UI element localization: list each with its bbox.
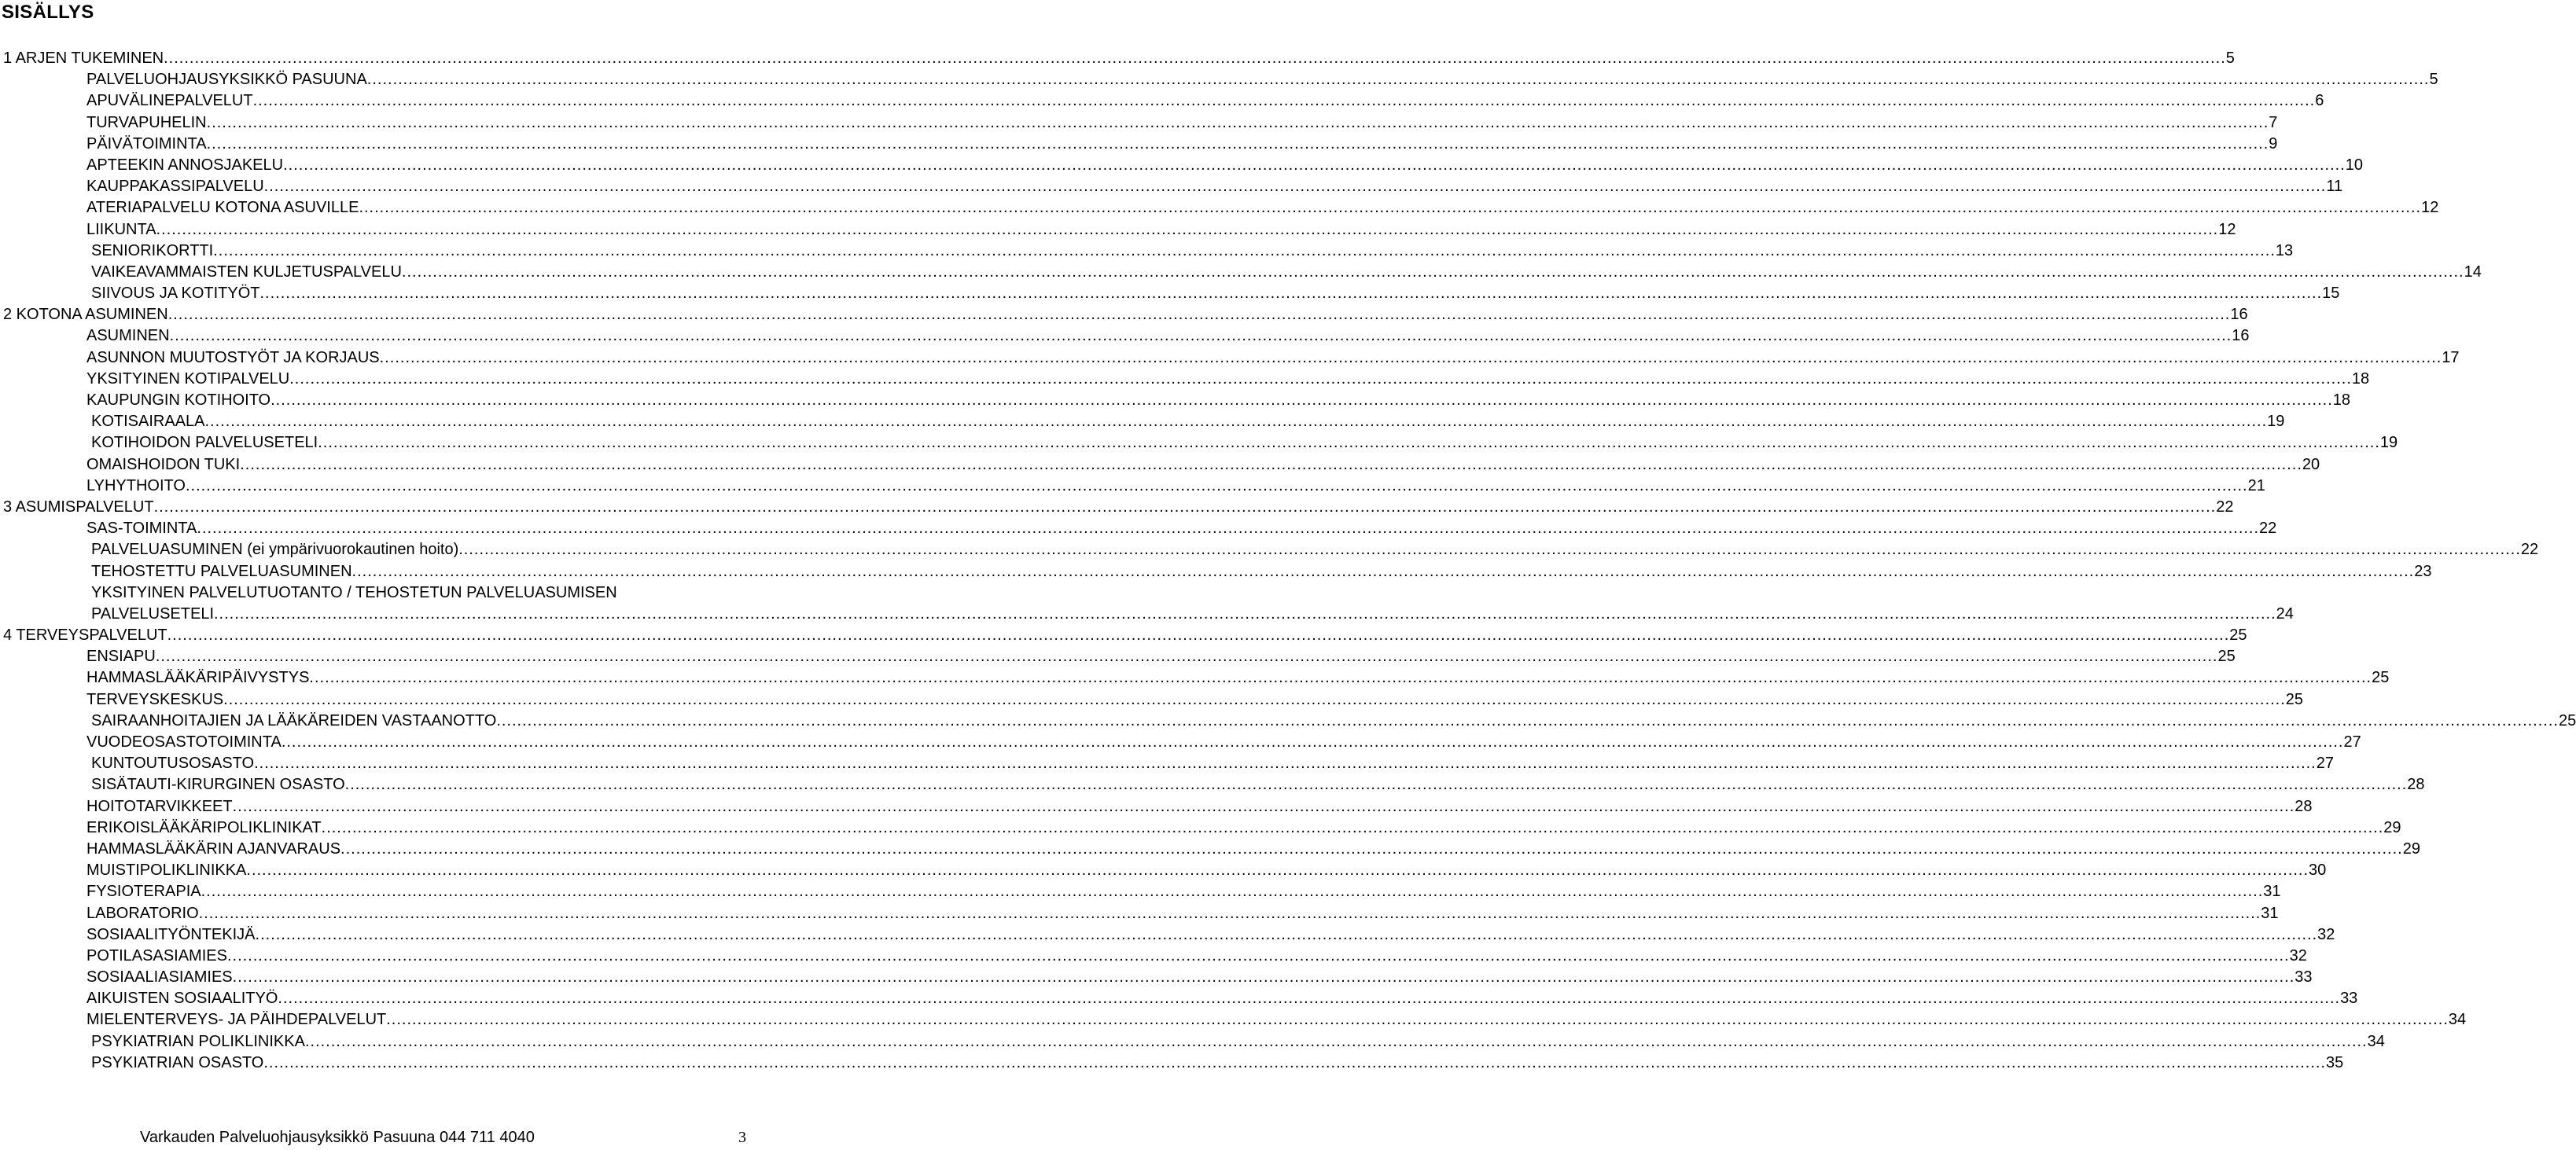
toc-entry-label: ENSIAPU xyxy=(86,648,156,666)
toc-dot-leader: ................................................................................................................................................................................................................................................................................................................................................................................................................ xyxy=(270,391,2333,409)
toc-entry-label: 2 KOTONA ASUMINEN xyxy=(3,306,168,324)
toc-dot-leader: ................................................................................................................................................................................................................................................................................................................................................................................................................ xyxy=(232,797,2295,815)
toc-entry[interactable] xyxy=(91,711,2576,732)
toc-entry[interactable] xyxy=(86,903,2279,924)
toc-entry-label: PALVELUSETELI xyxy=(91,604,214,623)
toc-entry-page: 27 xyxy=(2343,733,2361,751)
toc-row xyxy=(0,1009,2467,1031)
toc-entry[interactable] xyxy=(86,967,2313,988)
toc-entry[interactable] xyxy=(91,411,2285,432)
toc-row xyxy=(0,582,752,604)
toc-entry-page: 23 xyxy=(2414,562,2432,580)
toc-dot-leader: ................................................................................................................................................................................................................................................................................................................................................................................................................ xyxy=(321,818,2384,836)
toc-dot-leader: ................................................................................................................................................................................................................................................................................................................................................................................................................ xyxy=(263,178,2327,196)
toc-entry[interactable] xyxy=(91,1053,2344,1074)
toc-entry-page: 35 xyxy=(2325,1053,2344,1071)
toc-dot-leader: ................................................................................................................................................................................................................................................................................................................................................................................................................ xyxy=(156,220,2219,238)
toc-entry-label: 1 ARJEN TUKEMINEN xyxy=(3,50,164,67)
toc-dot-leader: ................................................................................................................................................................................................................................................................................................................................................................................................................ xyxy=(204,413,2268,431)
page-number: 3 xyxy=(738,1129,746,1146)
toc-entry-label: ASUMINEN xyxy=(86,327,170,345)
toc-row xyxy=(0,304,2248,325)
toc-entry[interactable] xyxy=(86,732,2361,753)
toc-entry-page: 25 xyxy=(2217,648,2236,666)
toc-row xyxy=(0,1053,2344,1074)
toc-entry-label: TEHOSTETTU PALVELUASUMINEN xyxy=(91,562,352,580)
toc-entry[interactable] xyxy=(86,988,2358,1009)
toc-entry-page: 22 xyxy=(2520,541,2539,559)
toc-entry-label: SENIORIKORTTI xyxy=(91,241,214,259)
toc-entry[interactable] xyxy=(86,667,2390,689)
toc-dot-leader: ................................................................................................................................................................................................................................................................................................................................................................................................................ xyxy=(289,369,2352,388)
toc-entry-page: 22 xyxy=(2216,498,2234,516)
toc-entry-page: 29 xyxy=(2383,818,2401,836)
toc-row xyxy=(0,219,2236,241)
toc-entry-label: KAUPUNGIN KOTIHOITO xyxy=(86,391,271,409)
toc-dot-leader: ................................................................................................................................................................................................................................................................................................................................................................................................................ xyxy=(240,455,2302,473)
toc-row xyxy=(0,454,2320,476)
toc-entry-label: VAIKEAVAMMAISTEN KULJETUSPALVELU xyxy=(91,263,402,281)
toc-entry-label: SOSIAALITYÖNTEKIJÄ xyxy=(86,925,256,943)
toc-entry-page: 29 xyxy=(2402,840,2420,858)
toc-entry-page: 6 xyxy=(2315,92,2324,110)
toc-entry[interactable] xyxy=(86,689,2304,711)
toc-entry-page: 12 xyxy=(2421,199,2439,217)
toc-row xyxy=(0,796,2313,817)
toc-dot-leader: ................................................................................................................................................................................................................................................................................................................................................................................................................ xyxy=(304,1032,2368,1050)
toc-entry-label: SISÄTAUTI-KIRURGINEN OSASTO xyxy=(91,776,345,794)
toc-entry-page: 13 xyxy=(2275,241,2294,259)
toc-dot-leader: ................................................................................................................................................................................................................................................................................................................................................................................................................ xyxy=(153,498,2217,516)
toc-entry-page: 12 xyxy=(2218,220,2236,238)
toc-dot-leader: ................................................................................................................................................................................................................................................................................................................................................................................................................ xyxy=(254,755,2317,773)
toc-entry-page: 18 xyxy=(2351,369,2370,388)
toc-entry-page: 28 xyxy=(2407,776,2425,794)
toc-dot-leader: ................................................................................................................................................................................................................................................................................................................................................................................................................ xyxy=(386,1011,2449,1029)
toc-entry[interactable] xyxy=(91,1031,2385,1053)
toc-entry-page: 16 xyxy=(2230,306,2248,324)
toc-entry-label: SAS-TOIMINTA xyxy=(86,520,197,538)
toc-entry-page: 32 xyxy=(2289,946,2307,964)
toc-entry[interactable] xyxy=(91,432,2398,454)
toc-entry-page: 5 xyxy=(2429,71,2438,89)
toc-entry-label: KOTIHOIDON PALVELUSETELI xyxy=(91,434,318,452)
toc-entry-page: 25 xyxy=(2372,669,2390,687)
toc-entry[interactable] xyxy=(86,112,2278,134)
toc-entry-page: 34 xyxy=(2367,1032,2385,1050)
toc-entry-label: KAUPPAKASSIPALVELU xyxy=(86,178,264,196)
toc-entry-label: ATERIAPALVELU KOTONA ASUVILLE xyxy=(86,199,359,217)
toc-row xyxy=(0,988,2358,1009)
toc-entry-page: 31 xyxy=(2261,904,2279,922)
toc-entry-page: 11 xyxy=(2326,178,2343,196)
toc-entry-label: HAMMASLÄÄKÄRIN AJANVARAUS xyxy=(86,840,341,858)
toc-entry-label: SIIVOUS JA KOTITYÖT xyxy=(91,285,260,303)
toc-entry[interactable] xyxy=(91,241,2294,262)
toc-entry[interactable] xyxy=(86,454,2320,476)
toc-dot-leader: ................................................................................................................................................................................................................................................................................................................................................................................................................ xyxy=(458,541,2521,559)
toc-dot-leader: ................................................................................................................................................................................................................................................................................................................................................................................................................ xyxy=(278,990,2341,1008)
toc-entry[interactable] xyxy=(86,817,2401,839)
toc-entry[interactable] xyxy=(86,325,2250,347)
toc-row xyxy=(0,176,2343,197)
toc-entry[interactable] xyxy=(3,304,2248,325)
toc-entry[interactable] xyxy=(86,924,2335,946)
toc-entry[interactable] xyxy=(86,860,2327,881)
toc-entry[interactable] xyxy=(91,604,2294,625)
toc-row xyxy=(0,134,2278,155)
toc-dot-leader: ................................................................................................................................................................................................................................................................................................................................................................................................................ xyxy=(155,648,2218,666)
toc-row xyxy=(0,262,2482,283)
toc-dot-leader: ................................................................................................................................................................................................................................................................................................................................................................................................................ xyxy=(214,604,2276,623)
toc-entry-label: ERIKOISLÄÄKÄRIPOLIKLINIKAT xyxy=(86,818,322,836)
toc-entry-page: 27 xyxy=(2316,755,2334,773)
toc-row xyxy=(0,711,2576,732)
toc-entry-page: 32 xyxy=(2317,925,2335,943)
toc-entry[interactable] xyxy=(86,476,2265,497)
toc-dot-leader: ................................................................................................................................................................................................................................................................................................................................................................................................................ xyxy=(359,199,2422,217)
toc-row xyxy=(0,604,2294,625)
toc-entry-label: 4 TERVEYSPALVELUT xyxy=(3,626,167,645)
toc-dot-leader: ................................................................................................................................................................................................................................................................................................................................................................................................................ xyxy=(318,434,2380,452)
toc-entry[interactable] xyxy=(86,176,2343,197)
toc-dot-leader: ................................................................................................................................................................................................................................................................................................................................................................................................................ xyxy=(252,92,2316,110)
table-of-contents xyxy=(0,48,2576,1074)
toc-entry[interactable] xyxy=(86,347,2460,369)
toc-row xyxy=(0,967,2313,988)
toc-entry[interactable] xyxy=(86,946,2307,967)
toc-entry-label: FYSIOTERAPIA xyxy=(86,883,201,901)
toc-dot-leader: ................................................................................................................................................................................................................................................................................................................................................................................................................ xyxy=(167,626,2230,645)
toc-row xyxy=(0,646,2236,667)
toc-entry-page: 34 xyxy=(2448,1011,2467,1029)
toc-dot-leader: ................................................................................................................................................................................................................................................................................................................................................................................................................ xyxy=(351,562,2415,580)
toc-entry-label: TURVAPUHELIN xyxy=(86,113,207,131)
toc-row xyxy=(0,347,2460,369)
toc-entry[interactable] xyxy=(3,497,2234,518)
toc-entry-label: LIIKUNTA xyxy=(86,220,156,238)
toc-entry-page: 30 xyxy=(2309,862,2327,880)
toc-entry-label: LYHYTHOITO xyxy=(86,476,186,494)
toc-row xyxy=(0,497,2234,518)
toc-entry[interactable] xyxy=(86,839,2420,860)
toc-dot-leader: ................................................................................................................................................................................................................................................................................................................................................................................................................ xyxy=(379,348,2442,366)
toc-row xyxy=(0,283,2340,304)
toc-entry[interactable] xyxy=(91,283,2340,304)
toc-entry[interactable] xyxy=(91,774,2425,795)
toc-entry-page: 33 xyxy=(2294,968,2313,987)
toc-dot-leader: ................................................................................................................................................................................................................................................................................................................................................................................................................ xyxy=(206,134,2269,152)
toc-entry-label: 3 ASUMISPALVELUT xyxy=(3,498,154,516)
toc-dot-leader: ................................................................................................................................................................................................................................................................................................................................................................................................................ xyxy=(401,263,2464,281)
toc-row xyxy=(0,411,2285,432)
toc-entry[interactable] xyxy=(86,646,2236,667)
footer-text: Varkauden Palveluohjausyksikkö Pasuuna 044 711 4040 xyxy=(140,1129,535,1146)
toc-entry-page: 16 xyxy=(2232,327,2250,345)
toc-dot-leader: ................................................................................................................................................................................................................................................................................................................................................................................................................ xyxy=(283,156,2346,174)
toc-entry-page: 28 xyxy=(2294,797,2313,815)
toc-entry[interactable] xyxy=(86,369,2370,390)
toc-dot-leader: ................................................................................................................................................................................................................................................................................................................................................................................................................ xyxy=(223,690,2286,708)
toc-row xyxy=(0,753,2334,774)
toc-dot-leader: ................................................................................................................................................................................................................................................................................................................................................................................................................ xyxy=(226,946,2290,964)
toc-entry-page: 7 xyxy=(2269,113,2278,131)
toc-entry[interactable] xyxy=(86,69,2438,90)
toc-entry-page: 9 xyxy=(2269,134,2278,152)
toc-dot-leader: ................................................................................................................................................................................................................................................................................................................................................................................................................ xyxy=(232,968,2295,987)
toc-dot-leader: ................................................................................................................................................................................................................................................................................................................................................................................................................ xyxy=(246,862,2309,880)
toc-entry[interactable] xyxy=(86,197,2439,219)
toc-dot-leader: ................................................................................................................................................................................................................................................................................................................................................................................................................ xyxy=(169,327,2232,345)
toc-row xyxy=(0,390,2351,411)
toc-row xyxy=(0,432,2398,454)
toc-dot-leader: ................................................................................................................................................................................................................................................................................................................................................................................................................ xyxy=(201,883,2264,901)
toc-dot-leader: ................................................................................................................................................................................................................................................................................................................................................................................................................ xyxy=(496,711,2559,729)
toc-row xyxy=(0,774,2425,795)
toc-dot-leader: ................................................................................................................................................................................................................................................................................................................................................................................................................ xyxy=(263,1053,2326,1071)
toc-entry[interactable] xyxy=(86,881,2281,902)
toc-entry-page: 14 xyxy=(2464,263,2482,281)
toc-dot-leader: ................................................................................................................................................................................................................................................................................................................................................................................................................ xyxy=(366,71,2430,89)
toc-entry-label: APTEEKIN ANNOSJAKELU xyxy=(86,156,284,174)
toc-entry-label: PALVELUOHJAUSYKSIKKÖ PASUUNA xyxy=(86,71,367,89)
toc-dot-leader: ................................................................................................................................................................................................................................................................................................................................................................................................................ xyxy=(164,50,2226,67)
toc-dot-leader: ................................................................................................................................................................................................................................................................................................................................................................................................................ xyxy=(259,285,2323,303)
toc-entry[interactable] xyxy=(91,582,752,604)
toc-entry-label: HOITOTARVIKKEET xyxy=(86,797,233,815)
toc-entry[interactable] xyxy=(86,796,2313,817)
toc-dot-leader: ................................................................................................................................................................................................................................................................................................................................................................................................................ xyxy=(281,733,2344,751)
toc-entry[interactable] xyxy=(91,539,2539,560)
toc-entry-label: PALVELUASUMINEN (ei ympärivuorokautinen hoito) xyxy=(91,541,459,559)
toc-row xyxy=(0,689,2304,711)
toc-dot-leader: ................................................................................................................................................................................................................................................................................................................................................................................................................ xyxy=(197,520,2260,538)
toc-row xyxy=(0,112,2278,134)
toc-entry-label: POTILASASIAMIES xyxy=(86,946,227,964)
toc-entry[interactable] xyxy=(86,219,2236,241)
toc-row xyxy=(0,197,2439,219)
toc-row xyxy=(0,946,2307,967)
toc-entry-label: TERVEYSKESKUS xyxy=(86,690,224,708)
toc-row xyxy=(0,369,2370,390)
toc-entry[interactable] xyxy=(86,90,2324,112)
toc-entry-label: VUODEOSASTOTOIMINTA xyxy=(86,733,282,751)
toc-entry-page: 20 xyxy=(2302,455,2320,473)
toc-dot-leader: ................................................................................................................................................................................................................................................................................................................................................................................................................ xyxy=(340,840,2403,858)
toc-dot-leader: ................................................................................................................................................................................................................................................................................................................................................................................................................ xyxy=(206,113,2269,131)
toc-row xyxy=(0,539,2539,560)
toc-row xyxy=(0,69,2438,90)
toc-row xyxy=(0,903,2279,924)
toc-entry-label: MUISTIPOLIKLINIKKA xyxy=(86,862,247,880)
toc-entry[interactable] xyxy=(91,561,2432,582)
toc-row xyxy=(0,241,2294,262)
toc-dot-leader: ................................................................................................................................................................................................................................................................................................................................................................................................................ xyxy=(344,776,2408,794)
toc-entry-label: YKSITYINEN PALVELUTUOTANTO / TEHOSTETUN PALVELUASUMISEN xyxy=(91,583,617,601)
toc-entry-page: 10 xyxy=(2345,156,2363,174)
toc-entry-page: 25 xyxy=(2285,690,2304,708)
toc-entry-page: 24 xyxy=(2276,604,2294,623)
page-title: SISÄLLYS xyxy=(2,2,94,23)
toc-row xyxy=(0,881,2281,902)
toc-dot-leader: ................................................................................................................................................................................................................................................................................................................................................................................................................ xyxy=(309,669,2372,687)
toc-row xyxy=(0,667,2390,689)
toc-entry-label: PSYKIATRIAN OSASTO xyxy=(91,1053,264,1071)
toc-entry-label: YKSITYINEN KOTIPALVELU xyxy=(86,369,290,388)
toc-entry-page: 25 xyxy=(2558,711,2576,729)
toc-dot-leader: ................................................................................................................................................................................................................................................................................................................................................................................................................ xyxy=(185,476,2248,494)
toc-entry[interactable] xyxy=(91,262,2482,283)
toc-row xyxy=(0,625,2247,646)
toc-entry-label: SOSIAALIASIAMIES xyxy=(86,968,233,987)
toc-entry-page: 19 xyxy=(2267,413,2285,431)
toc-entry[interactable] xyxy=(91,753,2334,774)
toc-row xyxy=(0,518,2277,539)
toc-entry-label: KOTISAIRAALA xyxy=(91,413,205,431)
toc-row xyxy=(0,90,2324,112)
toc-entry-label: LABORATORIO xyxy=(86,904,199,922)
toc-row xyxy=(0,732,2361,753)
toc-dot-leader: ................................................................................................................................................................................................................................................................................................................................................................................................................ xyxy=(213,241,2276,259)
toc-row xyxy=(0,155,2363,176)
toc-row xyxy=(0,325,2250,347)
toc-entry-page: 25 xyxy=(2229,626,2247,645)
toc-entry[interactable] xyxy=(86,134,2278,155)
toc-row xyxy=(0,1031,2385,1053)
toc-entry-label: MIELENTERVEYS- JA PÄIHDEPALVELUT xyxy=(86,1011,387,1029)
toc-entry-label: AIKUISTEN SOSIAALITYÖ xyxy=(86,990,278,1008)
toc-entry[interactable] xyxy=(86,390,2351,411)
toc-row xyxy=(0,817,2401,839)
toc-entry-label: HAMMASLÄÄKÄRIPÄIVYSTYS xyxy=(86,669,310,687)
toc-entry[interactable] xyxy=(86,155,2363,176)
toc-row xyxy=(0,476,2265,497)
toc-entry[interactable] xyxy=(86,1009,2467,1031)
toc-entry-page: 22 xyxy=(2259,520,2277,538)
toc-entry[interactable] xyxy=(3,625,2247,646)
toc-entry-label: APUVÄLINEPALVELUT xyxy=(86,92,253,110)
toc-entry-page: 17 xyxy=(2442,348,2460,366)
toc-entry-page: 5 xyxy=(2225,50,2235,67)
toc-row xyxy=(0,924,2335,946)
toc-entry-page: 33 xyxy=(2340,990,2358,1008)
toc-entry-page: 31 xyxy=(2263,883,2281,901)
toc-dot-leader: ................................................................................................................................................................................................................................................................................................................................................................................................................ xyxy=(255,925,2318,943)
toc-entry[interactable] xyxy=(86,518,2277,539)
toc-row xyxy=(0,561,2432,582)
toc-entry-page: 19 xyxy=(2379,434,2398,452)
toc-row xyxy=(0,48,2235,69)
toc-entry-label: ASUNNON MUUTOSTYÖT JA KORJAUS xyxy=(86,348,380,366)
toc-entry-label: SAIRAANHOITAJIEN JA LÄÄKÄREIDEN VASTAANOTTO xyxy=(91,711,497,729)
toc-entry[interactable] xyxy=(3,48,2235,69)
toc-entry-label: PSYKIATRIAN POLIKLINIKKA xyxy=(91,1032,305,1050)
toc-entry-page: 21 xyxy=(2247,476,2265,494)
toc-entry-page: 18 xyxy=(2332,391,2351,409)
toc-entry-label: OMAISHOIDON TUKI xyxy=(86,455,241,473)
toc-dot-leader: ................................................................................................................................................................................................................................................................................................................................................................................................................ xyxy=(167,306,2231,324)
toc-row xyxy=(0,839,2420,860)
toc-entry-page: 15 xyxy=(2322,285,2340,303)
toc-row xyxy=(0,860,2327,881)
toc-entry-label: KUNTOUTUSOSASTO xyxy=(91,755,255,773)
toc-entry-label: PÄIVÄTOIMINTA xyxy=(86,134,207,152)
toc-dot-leader: ................................................................................................................................................................................................................................................................................................................................................................................................................ xyxy=(198,904,2261,922)
